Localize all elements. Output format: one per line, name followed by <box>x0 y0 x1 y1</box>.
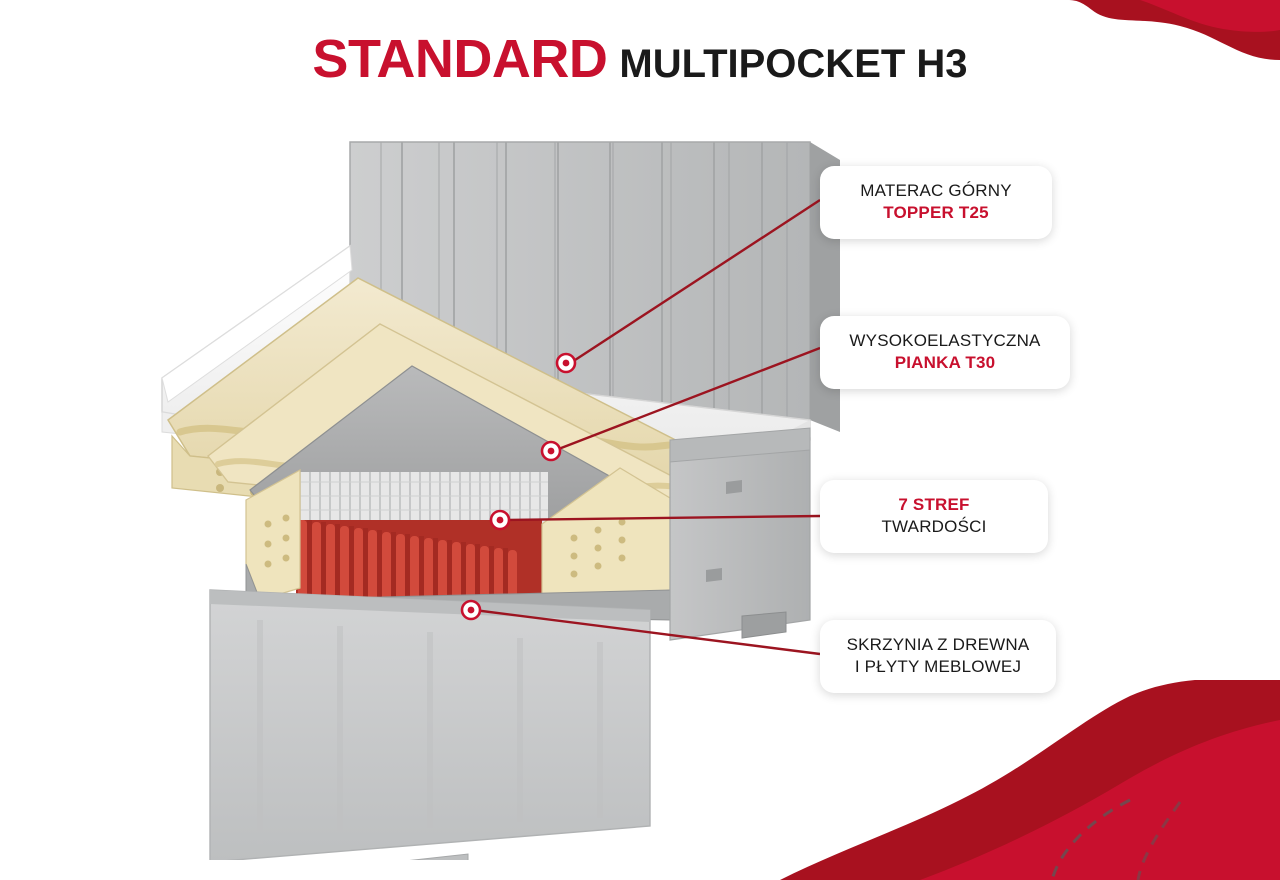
callout-box <box>820 620 1056 693</box>
callout-foam-line1: WYSOKOELASTYCZNA <box>849 331 1041 350</box>
callout-foam <box>820 316 1070 389</box>
callout-topper <box>820 166 1052 239</box>
drawer-handle-lower <box>706 568 722 582</box>
title-rest-text: MULTIPOCKET H3 <box>619 42 968 86</box>
title-strong-text: STANDARD <box>312 29 608 89</box>
callout-topper-line2: TOPPER T25 <box>883 203 989 223</box>
callout-box-line2: I PŁYTY MEBLOWEJ <box>854 657 1022 677</box>
callout-zones-line1: 7 STREF <box>898 495 970 514</box>
callout-box-line1: SKRZYNIA Z DREWNA <box>846 635 1030 654</box>
bed-foot-front <box>396 854 468 860</box>
page-title <box>0 28 1280 90</box>
bed-foot-right <box>742 612 786 638</box>
product-illustration <box>150 120 850 860</box>
callout-topper-line1: MATERAC GÓRNY <box>860 181 1012 200</box>
callout-foam-line2: PIANKA T30 <box>894 353 996 373</box>
drawer-handle-upper <box>726 480 742 494</box>
callout-zones-line2: TWARDOŚCI <box>881 517 987 537</box>
callout-zones <box>820 480 1048 553</box>
